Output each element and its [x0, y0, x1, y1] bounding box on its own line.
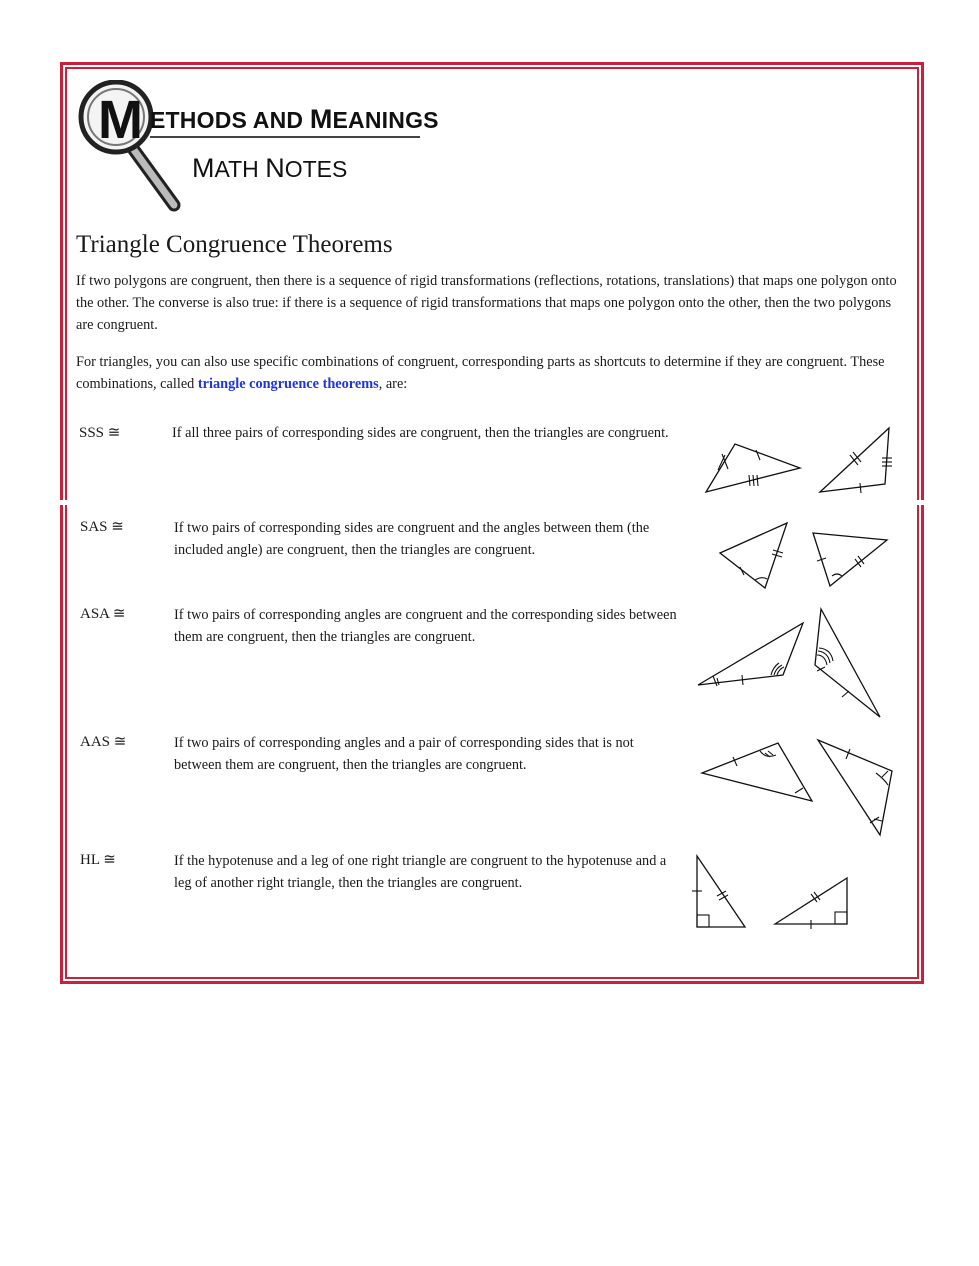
right-angle-mark	[697, 915, 709, 927]
logo-subtitle-part: ATH	[214, 156, 266, 182]
logo-subtitle-cap: M	[192, 153, 215, 183]
magnifying-glass-logo-icon	[76, 80, 436, 220]
logo-subtitle-cap: N	[265, 153, 285, 183]
theorem-text-aas: If two pairs of corresponding angles and a pair of corresponding sides that is not between them are congruent, then the triangles are congruent.	[174, 735, 634, 773]
sss-triangle-left	[706, 444, 800, 492]
theorem-text-sss: If all three pairs of corresponding sides are congruent, then the triangles are congruent.	[172, 425, 669, 441]
aas-triangles-diagram	[698, 735, 898, 840]
theorem-label-hl: HL ≅	[80, 852, 116, 868]
frame-seam	[58, 500, 928, 505]
theorem-text-asa: If two pairs of corresponding angles are congruent and the corresponding sides between them are congruent, then the triangles are congruent.	[174, 607, 677, 645]
theorems-paragraph	[76, 351, 912, 395]
logo-divider	[150, 136, 420, 138]
logo-title-part: ETHODS AND	[150, 107, 310, 133]
hl-triangle-left	[697, 856, 745, 927]
hl-triangles-diagram	[693, 852, 858, 932]
angle-mark	[755, 578, 767, 580]
theorem-label-sas: SAS ≅	[80, 519, 124, 535]
logo-title-part: EANINGS	[332, 107, 439, 133]
section-title: Triangle Congruence Theorems	[76, 231, 393, 258]
sas-triangle-right	[813, 533, 887, 586]
logo-title	[150, 104, 439, 135]
sas-triangles-diagram	[715, 518, 895, 593]
theorem-text-hl: If the hypotenuse and a leg of one right triangle are congruent to the hypotenuse and a leg of another right triangle, then the triangles are congruent.	[174, 853, 667, 891]
theorem-label-asa: ASA ≅	[80, 606, 126, 622]
theorem-text-sas: If two pairs of corresponding sides are congruent and the angles between them (the included angle) are congruent, then the triangles are congruent.	[174, 520, 650, 558]
highlighted-term: triangle congruence theorems	[197, 376, 379, 392]
right-angle-mark	[835, 912, 847, 924]
logo-title-cap: M	[309, 104, 333, 134]
hl-triangle-right	[775, 878, 847, 924]
paragraph-text: , are:	[378, 376, 408, 392]
asa-triangles-diagram	[695, 605, 890, 725]
theorem-label-sss: SSS ≅	[79, 425, 121, 441]
paragraph-text: For triangles, you can also use specific combinations of congruent, corresponding parts as shortcuts to determine if they are congruent. These combinations, called	[76, 354, 885, 392]
intro-paragraph: If two polygons are congruent, then there is a sequence of rigid transformations (reflections, rotations, translations) that maps one polygon onto the other. The converse is also true: if there is a sequence of rigid transformations that maps one polygon onto the other, then the two polygons are congruent.	[76, 273, 897, 333]
asa-triangle-right	[815, 609, 880, 717]
theorem-label-aas: AAS ≅	[80, 734, 127, 750]
logo-subtitle	[192, 153, 347, 184]
sss-triangles-diagram	[700, 420, 900, 500]
asa-triangle-left	[698, 623, 803, 685]
logo-letter-m: M	[98, 90, 143, 150]
logo-subtitle-part: OTES	[284, 156, 348, 182]
